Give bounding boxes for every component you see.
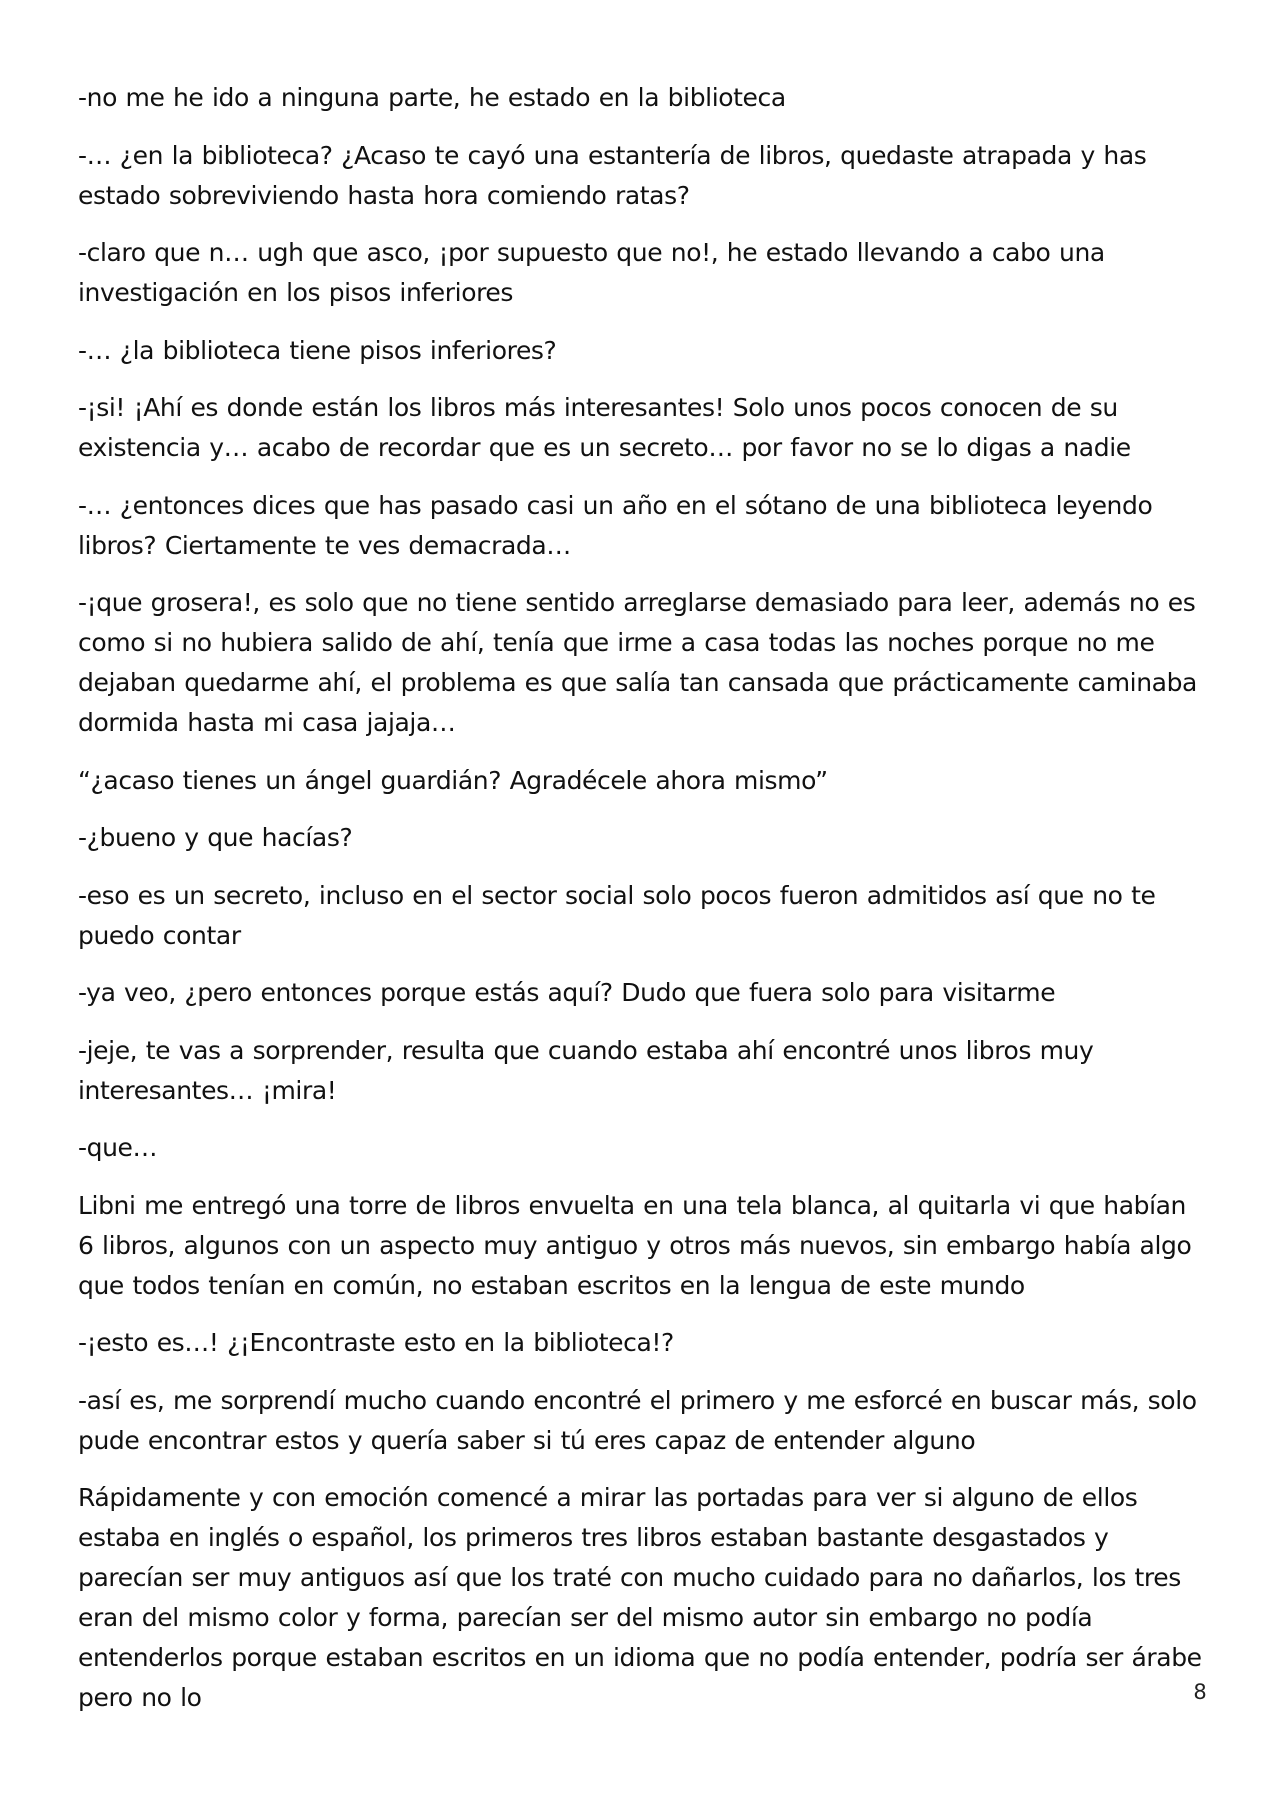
paragraph: “¿acaso tienes un ángel guardián? Agradécele ahora mismo” — [78, 765, 828, 795]
paragraph: -… ¿entonces dices que has pasado casi un año en el sótano de una biblioteca leyendo libros? Ciertamente te ves demacrada… — [78, 490, 1153, 560]
paragraph: -… ¿en la biblioteca? ¿Acaso te cayó una estantería de libros, quedaste atrapada y has estado sobreviviendo hasta hora comiendo ratas? — [78, 140, 1147, 210]
paragraph: -que… — [78, 1133, 158, 1162]
paragraph: -¡esto es…! ¿¡Encontraste esto en la biblioteca!? — [78, 1328, 674, 1357]
paragraph: -¿bueno y que hacías? — [78, 823, 353, 852]
paragraph: -jeje, te vas a sorprender, resulta que cuando estaba ahí encontré unos libros muy interesantes… ¡mira! — [78, 1035, 1094, 1105]
paragraph: -ya veo, ¿pero entonces porque estás aquí? Dudo que fuera solo para visitarme — [78, 978, 1056, 1007]
paragraph: -eso es un secreto, incluso en el sector social solo pocos fueron admitidos así que no te puedo contar — [78, 880, 1156, 950]
document-body — [78, 78, 1208, 1736]
paragraph: -¡si! ¡Ahí es donde están los libros más interesantes! Solo unos pocos conocen de su existencia y… acabo de recordar que es un secreto… por favor no se lo digas a nadie — [78, 393, 1131, 462]
paragraph: -no me he ido a ninguna parte, he estado en la biblioteca — [78, 83, 786, 112]
paragraph: -así es, me sorprendí mucho cuando encontré el primero y me esforcé en buscar más, solo pude encontrar estos y quería saber si tú eres capaz de entender alguno — [78, 1385, 1197, 1455]
paragraph: -… ¿la biblioteca tiene pisos inferiores? — [78, 335, 557, 365]
paragraph: Rápidamente y con emoción comencé a mirar las portadas para ver si alguno de ellos estaba en inglés o español, los primeros tres libros estaban bastante desgastados y parecían ser muy antiguos así que los traté con mucho cuidado para no dañarlos, los tres eran del mismo color y forma, parecían ser del mismo autor sin embargo no podía entenderlos porque estaban escritos en un idioma que no podía entender, podría ser árabe pero no lo — [78, 1483, 1202, 1712]
paragraph: -claro que n… ugh que asco, ¡por supuesto que no!, he estado llevando a cabo una investigación en los pisos inferiores — [78, 238, 1105, 307]
paragraph: -¡que grosera!, es solo que no tiene sentido arreglarse demasiado para leer, además no es como si no hubiera salido de ahí, tenía que irme a casa todas las noches porque no me dejaban quedarme ahí, el problema es que salía tan cansada que prácticamente caminaba dormida hasta mi casa jajaja… — [78, 588, 1197, 737]
page-number: 8 — [1193, 1680, 1207, 1704]
paragraph: Libni me entregó una torre de libros envuelta en una tela blanca, al quitarla vi que habían 6 libros, algunos con un aspecto muy antiguo y otros más nuevos, sin embargo había algo que todos tenían en común, no estaban escritos en la lengua de este mundo — [78, 1190, 1192, 1300]
